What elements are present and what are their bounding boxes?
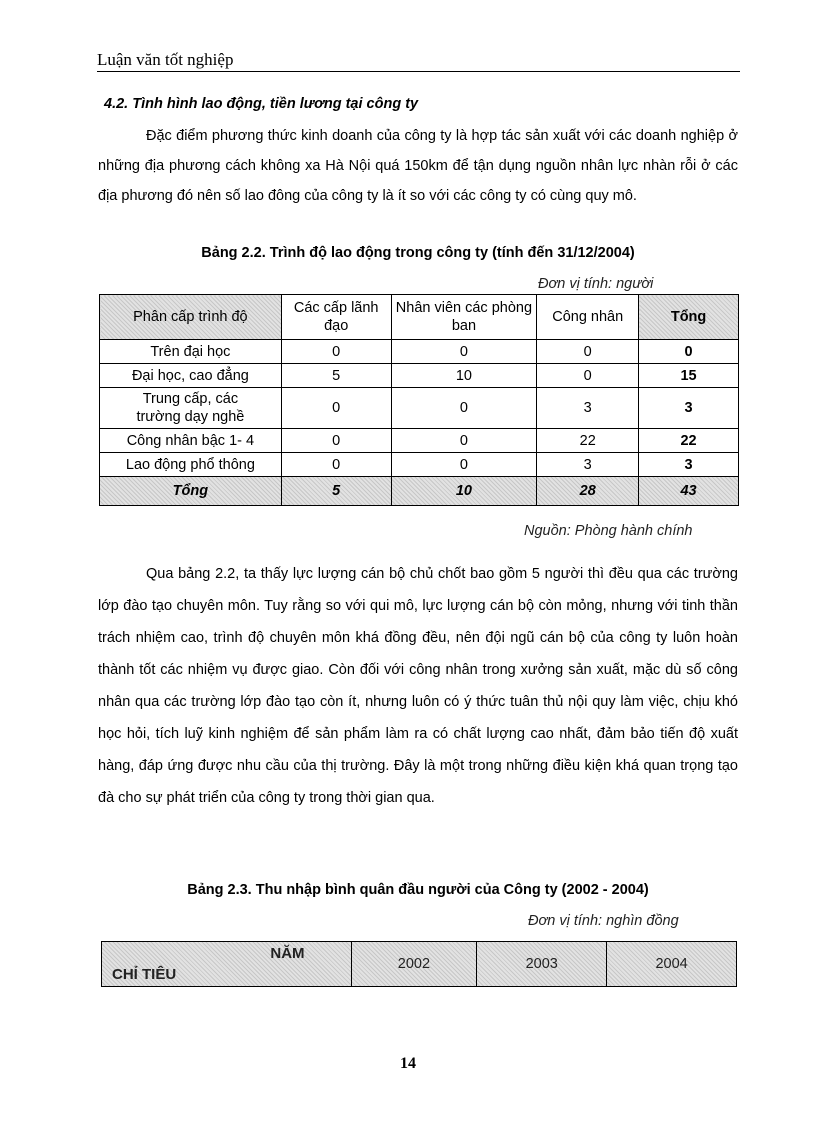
table-total-row <box>100 477 739 506</box>
total-value: 10 <box>391 477 537 506</box>
header-cell-level: Phân cấp trình độ <box>100 295 282 340</box>
header-cell-total: Tổng <box>639 295 739 340</box>
row-label: Trung cấp, các trường dạy nghề <box>100 388 282 429</box>
row-value: 0 <box>391 388 537 429</box>
header-cell-staff: Nhân viên các phòng ban <box>391 295 537 340</box>
row-value: 3 <box>537 453 639 477</box>
table-2-3-header-row <box>102 942 737 987</box>
total-value: 43 <box>639 477 739 506</box>
paragraph-intro-text: Đặc điểm phương thức kinh doanh của công ty là hợp tác sản xuất với các doanh nghiệp ở những địa phương cách không xa Hà Nội quá 150km để tận dụng nguồn nhân lực nhàn rỗi ở các địa phương đó nên số lao đông của công ty là ít so với các công ty có cùng quy mô. <box>98 128 738 204</box>
header-cell-leaders: Các cấp lãnh đạo <box>281 295 391 340</box>
row-value: 0 <box>281 340 391 364</box>
table-row <box>100 364 739 388</box>
table-2-2-source: Nguồn: Phòng hành chính <box>524 523 693 539</box>
corner-cell <box>102 942 352 987</box>
row-value: 0 <box>391 453 537 477</box>
row-total: 15 <box>639 364 739 388</box>
total-value: 5 <box>281 477 391 506</box>
table-row <box>100 388 739 429</box>
row-value: 0 <box>281 453 391 477</box>
header-cell-workers: Công nhân <box>537 295 639 340</box>
page-number: 14 <box>400 1055 416 1072</box>
total-label: Tổng <box>100 477 282 506</box>
row-value: 5 <box>281 364 391 388</box>
row-value: 0 <box>281 388 391 429</box>
corner-year-label: NĂM <box>270 945 305 962</box>
paragraph-analysis-text: Qua bảng 2.2, ta thấy lực lượng cán bộ chủ chốt bao gồm 5 người thì đều qua các trường lớp đào tạo chuyên môn. Tuy rằng so với qui mô, lực lượng cán bộ còn mỏng, nhưng với tinh thần trách nhiệm cao, trình độ chuyên môn khá đồng đều, nên đội ngũ cán bộ của công ty luôn hoàn thành tốt các nhiệm vụ được giao. Còn đối với công nhân trong xưởng sản xuất, mặc dù số công nhân qua các trường lớp đào tạo còn ít, nhưng luôn có ý thức tuân thủ nội quy làm việc, chịu khó học hỏi, tích luỹ kinh nghiệm để sản phẩm làm ra có chất lượng cao nhất, đảm bảo tiến độ xuất hàng, đáp ứng được nhu cầu của thị trường. Đây là một trong những điều kiện khá quan trọng tạo đà cho sự phát triển của công ty trong thời gian qua. <box>98 566 738 806</box>
corner-indicator-label: CHỈ TIÊU <box>112 966 177 983</box>
year-cell: 2004 <box>607 942 737 987</box>
row-label: Công nhân bậc 1- 4 <box>100 429 282 453</box>
row-label: Lao động phổ thông <box>100 453 282 477</box>
total-value: 28 <box>537 477 639 506</box>
row-label: Đại học, cao đẳng <box>100 364 282 388</box>
row-total: 3 <box>639 388 739 429</box>
row-value: 0 <box>537 340 639 364</box>
table-row <box>100 429 739 453</box>
table-2-2-header-row <box>100 295 739 340</box>
row-total: 3 <box>639 453 739 477</box>
section-heading: 4.2. Tình hình lao động, tiền lương tại công ty <box>104 96 419 112</box>
table-2-2-caption: Bảng 2.2. Trình độ lao động trong công ty (tính đến 31/12/2004) <box>201 245 635 261</box>
year-cell: 2003 <box>477 942 607 987</box>
row-value: 10 <box>391 364 537 388</box>
row-value: 0 <box>281 429 391 453</box>
row-total: 0 <box>639 340 739 364</box>
row-label: Trên đại học <box>100 340 282 364</box>
row-value: 0 <box>391 429 537 453</box>
table-2-2-unit: Đơn vị tính: người <box>538 276 654 292</box>
table-row <box>100 340 739 364</box>
year-cell: 2002 <box>351 942 477 987</box>
paragraph-intro <box>98 121 738 211</box>
table-row <box>100 453 739 477</box>
row-value: 0 <box>537 364 639 388</box>
running-header: Luận văn tốt nghiệp <box>97 50 234 69</box>
table-2-3-caption: Bảng 2.3. Thu nhập bình quân đầu người của Công ty (2002 - 2004) <box>187 882 649 898</box>
row-total: 22 <box>639 429 739 453</box>
header-rule <box>97 71 740 72</box>
table-2-2 <box>99 294 739 506</box>
paragraph-analysis <box>98 558 738 814</box>
table-2-3 <box>101 941 737 987</box>
table-2-3-unit: Đơn vị tính: nghìn đồng <box>528 913 679 929</box>
row-value: 3 <box>537 388 639 429</box>
row-value: 0 <box>391 340 537 364</box>
row-value: 22 <box>537 429 639 453</box>
